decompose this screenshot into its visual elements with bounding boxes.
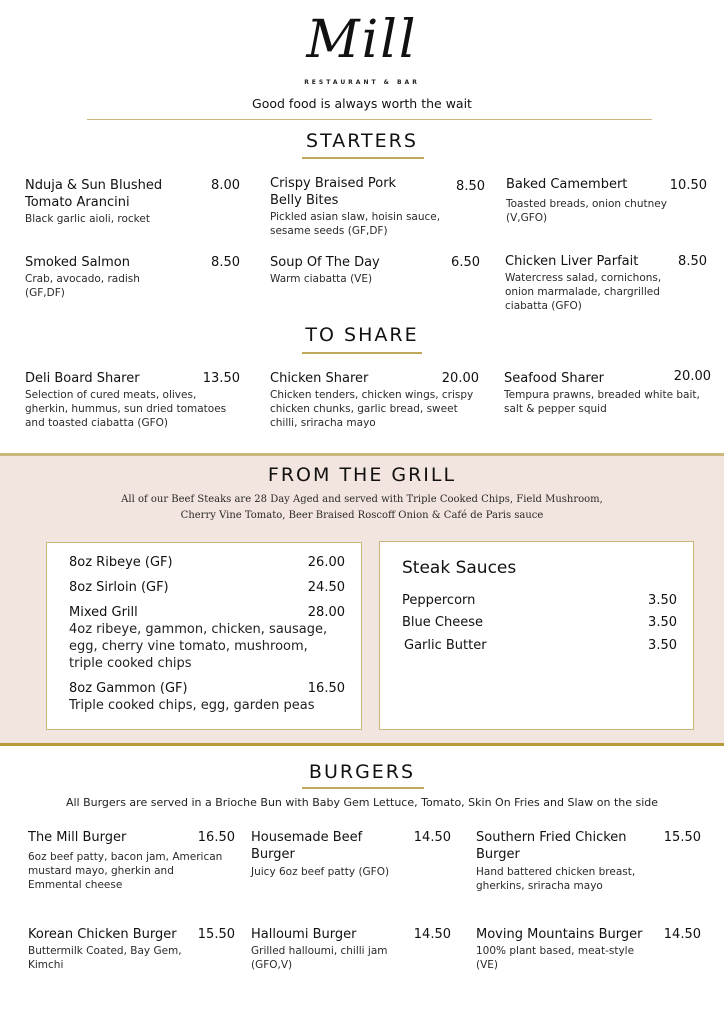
item-price: 28.00 bbox=[307, 605, 345, 620]
grill-item bbox=[69, 554, 345, 571]
sauce-item bbox=[404, 638, 677, 653]
sauces-box bbox=[379, 541, 694, 730]
section-title-grill: FROM THE GRILL bbox=[267, 464, 457, 486]
sauce-item bbox=[402, 593, 677, 608]
item-name: Moving Mountains Burger bbox=[476, 927, 643, 942]
item-price: 20.00 bbox=[441, 371, 479, 386]
item-name: Crispy Braised Pork Belly Bites bbox=[270, 176, 397, 208]
item-price: 14.50 bbox=[413, 927, 451, 942]
item-name: Housemade Beef Burger bbox=[251, 830, 363, 862]
item-description: Crab, avocado, radish (GF,DF) bbox=[25, 273, 140, 299]
item-description: Triple cooked chips, egg, garden peas bbox=[69, 698, 315, 713]
item-name: Baked Camembert bbox=[506, 177, 628, 192]
item-name: Halloumi Burger bbox=[251, 927, 357, 942]
item-name: Mixed Grill bbox=[69, 605, 138, 620]
menu-item bbox=[476, 926, 701, 972]
item-price: 10.50 bbox=[669, 178, 707, 193]
item-price: 14.50 bbox=[663, 927, 701, 942]
item-price: 15.50 bbox=[663, 830, 701, 845]
item-description: Black garlic aioli, rocket bbox=[25, 213, 150, 225]
sauce-name: Blue Cheese bbox=[402, 615, 483, 630]
item-name: Deli Board Sharer bbox=[25, 371, 140, 386]
sauces-title: Steak Sauces bbox=[402, 558, 517, 578]
menu-item bbox=[25, 254, 240, 300]
menu-item bbox=[28, 926, 235, 972]
sauce-price: 3.50 bbox=[648, 638, 677, 653]
sauce-item bbox=[402, 615, 677, 630]
item-name: Southern Fried Chicken Burger bbox=[476, 830, 627, 862]
item-description: 6oz beef patty, bacon jam, American mustard mayo, gherkin and Emmental cheese bbox=[28, 851, 223, 891]
menu-item bbox=[251, 926, 451, 972]
menu-item bbox=[270, 175, 485, 238]
item-name: Korean Chicken Burger bbox=[28, 927, 177, 942]
item-name: Nduja & Sun Blushed Tomato Arancini bbox=[25, 178, 163, 210]
burgers-underline bbox=[302, 787, 424, 789]
menu-item bbox=[28, 829, 235, 892]
menu-item bbox=[505, 253, 707, 313]
logo-subtitle: RESTAURANT & BAR bbox=[304, 79, 420, 86]
item-description: Selection of cured meats, olives, gherkin, hummus, sun dried tomatoes and toasted ciabatta (GFO) bbox=[25, 389, 227, 429]
item-name: 8oz Ribeye (GF) bbox=[69, 555, 173, 570]
sauce-price: 3.50 bbox=[648, 593, 677, 608]
restaurant-logo: Mill bbox=[306, 10, 418, 70]
item-description: Tempura prawns, breaded white bait, salt & pepper squid bbox=[504, 389, 700, 415]
sauce-price: 3.50 bbox=[648, 615, 677, 630]
grill-item bbox=[69, 680, 345, 714]
item-price: 8.50 bbox=[678, 254, 707, 269]
item-price: 24.50 bbox=[307, 580, 345, 595]
item-description: Juicy 6oz beef patty (GFO) bbox=[251, 866, 390, 878]
menu-item bbox=[25, 177, 240, 226]
item-description: Toasted breads, onion chutney (V,GFO) bbox=[506, 198, 667, 224]
section-title-to-share: TO SHARE bbox=[305, 324, 419, 346]
item-description: Hand battered chicken breast, gherkins, sriracha mayo bbox=[476, 866, 636, 892]
item-name: Soup Of The Day bbox=[270, 255, 380, 270]
item-price: 20.00 bbox=[673, 369, 711, 384]
item-name: Smoked Salmon bbox=[25, 255, 131, 270]
item-price: 8.50 bbox=[211, 255, 240, 270]
to-share-underline bbox=[302, 352, 422, 354]
item-name: 8oz Sirloin (GF) bbox=[69, 580, 169, 595]
sauce-name: Peppercorn bbox=[402, 593, 476, 608]
tagline: Good food is always worth the wait bbox=[252, 96, 472, 111]
item-name: The Mill Burger bbox=[28, 830, 127, 845]
item-price: 15.50 bbox=[197, 927, 235, 942]
menu-item bbox=[270, 370, 479, 430]
grill-item bbox=[69, 604, 345, 672]
item-price: 26.00 bbox=[307, 555, 345, 570]
grill-item bbox=[69, 579, 345, 596]
item-description: Pickled asian slaw, hoisin sauce, sesame seeds (GF,DF) bbox=[270, 211, 441, 237]
item-name: Chicken Liver Parfait bbox=[505, 254, 639, 269]
item-price: 8.00 bbox=[211, 178, 240, 193]
item-price: 16.50 bbox=[197, 830, 235, 845]
steaks-box bbox=[46, 542, 362, 730]
menu-item bbox=[251, 829, 451, 879]
item-description: Chicken tenders, chicken wings, crispy chicken chunks, garlic bread, sweet chilli, sriracha mayo bbox=[270, 389, 474, 429]
item-description: Warm ciabatta (VE) bbox=[270, 273, 373, 285]
menu-item bbox=[506, 176, 707, 225]
item-name: Seafood Sharer bbox=[504, 371, 604, 386]
item-description: 100% plant based, meat-style (VE) bbox=[476, 945, 635, 971]
item-price: 16.50 bbox=[307, 681, 345, 696]
menu-item bbox=[270, 254, 480, 286]
item-description: Buttermilk Coated, Bay Gem, Kimchi bbox=[28, 945, 182, 971]
item-description: Grilled halloumi, chilli jam (GFO,V) bbox=[251, 945, 388, 971]
burgers-subtitle: All Burgers are served in a Brioche Bun with Baby Gem Lettuce, Tomato, Skin On Fries and Slaw on the side bbox=[65, 796, 659, 809]
item-price: 6.50 bbox=[451, 255, 480, 270]
item-price: 13.50 bbox=[202, 371, 240, 386]
item-name: 8oz Gammon (GF) bbox=[69, 681, 188, 696]
grill-subtitle-line2: Cherry Vine Tomato, Beer Braised Roscoff Onion & Café de Paris sauce bbox=[180, 510, 544, 521]
starters-underline bbox=[302, 157, 424, 159]
header-divider bbox=[87, 119, 652, 120]
item-price: 8.50 bbox=[456, 179, 485, 194]
item-name: Chicken Sharer bbox=[270, 371, 369, 386]
menu-item bbox=[25, 370, 241, 430]
section-title-starters: STARTERS bbox=[306, 130, 418, 152]
menu-item bbox=[476, 829, 701, 893]
grill-subtitle-line1: All of our Beef Steaks are 28 Day Aged and served with Triple Cooked Chips, Field Mushroom, bbox=[121, 494, 603, 505]
item-price: 14.50 bbox=[413, 830, 451, 845]
section-title-burgers: BURGERS bbox=[308, 761, 416, 783]
item-description: Watercress salad, cornichons, onion marmalade, chargrilled ciabatta (GFO) bbox=[505, 272, 662, 312]
menu-item bbox=[504, 370, 711, 416]
sauce-name: Garlic Butter bbox=[404, 638, 487, 653]
item-description: 4oz ribeye, gammon, chicken, sausage, egg, cherry vine tomato, mushroom, triple cooked chips bbox=[69, 622, 328, 671]
